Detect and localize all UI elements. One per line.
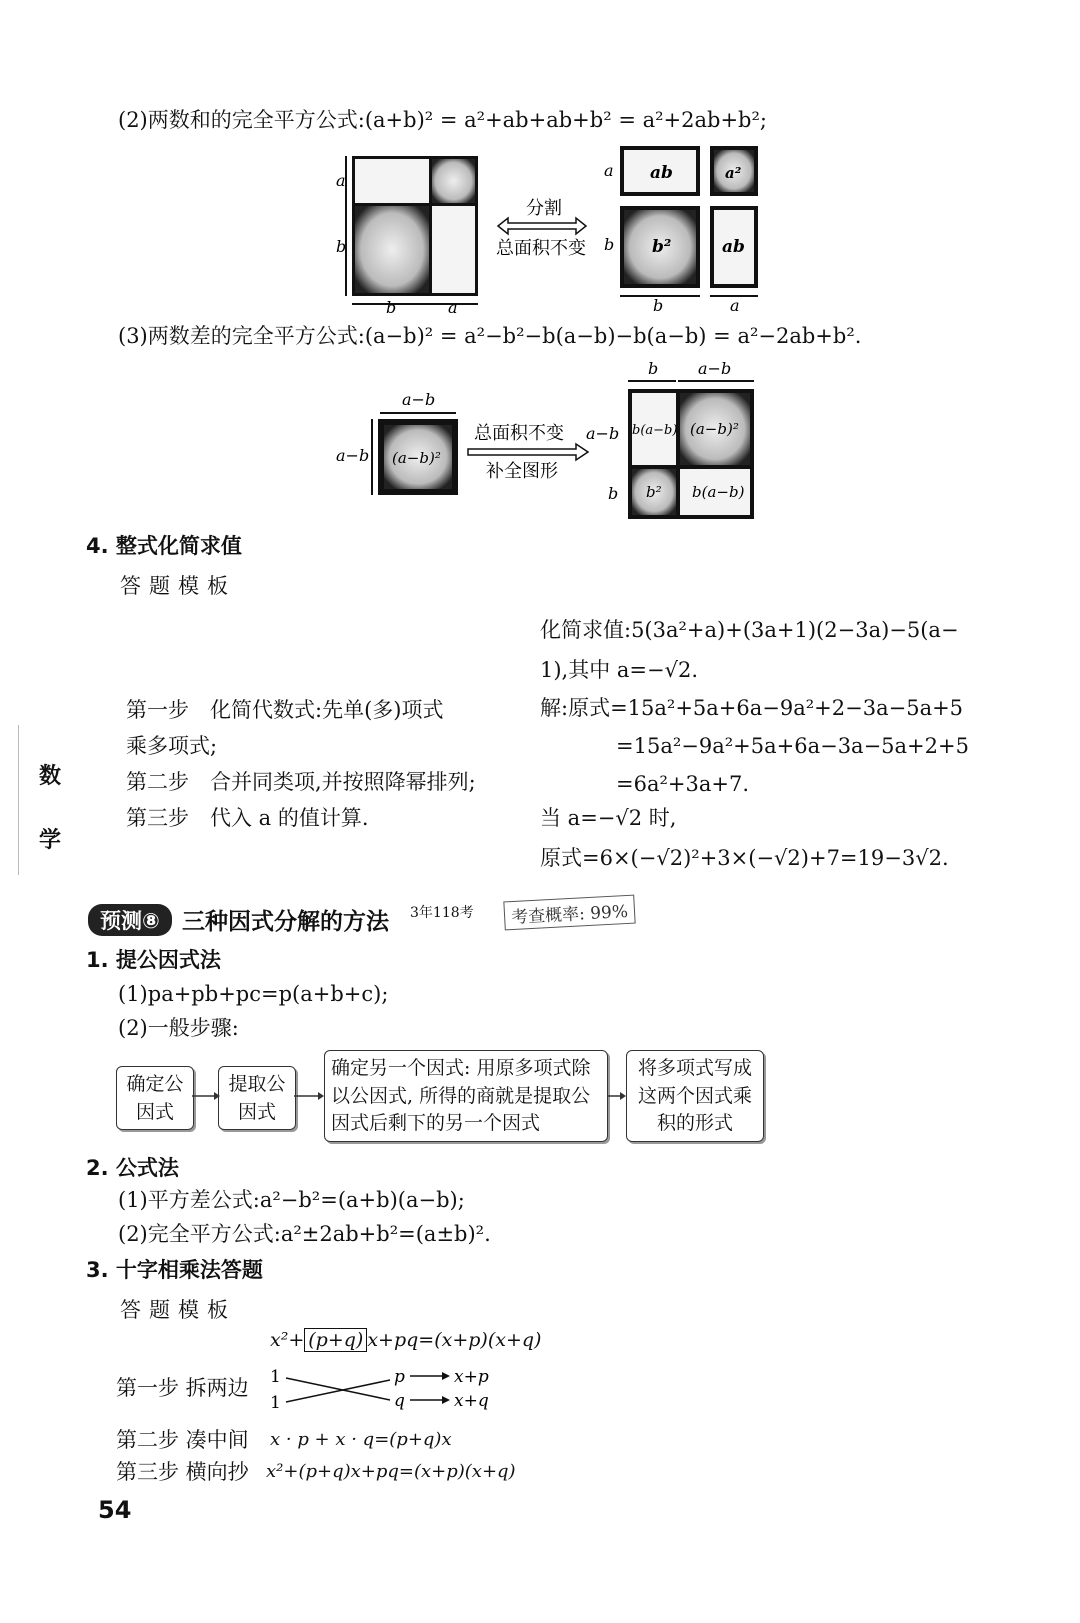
solution-3: =6a²+3a+7. <box>616 772 750 796</box>
probability-badge: 考查概率: 99% <box>503 895 635 931</box>
solution-2: =15a²−9a²+5a+6a−3a−5a+2+5 <box>616 734 969 758</box>
section-4-heading: 4. 整式化简求值 <box>86 534 242 558</box>
step-3: 第三步 代入 a 的值计算. <box>126 806 369 830</box>
cross-top-formula: x²+ (p+q) x+pq=(x+p)(x+q) <box>270 1329 542 1351</box>
svg-text:b: b <box>653 296 664 315</box>
step-1b: 乘多项式; <box>126 734 218 758</box>
svg-text:b: b <box>604 235 615 254</box>
part-3-heading: 3. 十字相乘法答题 <box>86 1258 263 1282</box>
svg-text:a: a <box>730 296 740 315</box>
formula-3: (3)两数差的完全平方公式:(a−b)² = a²−b²−b(a−b)−b(a−b) = a²−2ab+b². <box>118 324 862 348</box>
diagram-square-sum <box>330 140 770 315</box>
cross-diagram <box>266 1364 506 1414</box>
svg-text:p: p <box>394 1367 405 1387</box>
cross-step-2-expr: x · p + x · q=(p+q)x <box>270 1429 452 1450</box>
svg-text:a−b: a−b <box>698 359 732 378</box>
double-arrow <box>498 218 586 234</box>
side-tab-char-2: 学 <box>39 828 62 853</box>
svg-text:b: b <box>608 484 619 503</box>
piece-amb2-left: (a−b)² <box>392 449 441 467</box>
svg-text:q: q <box>394 1391 405 1411</box>
cross-step-1: 第一步 拆两边 <box>116 1376 249 1400</box>
piece-ab-top: ab <box>650 163 673 183</box>
piece-bamb-left: b(a−b) <box>632 423 678 438</box>
part-1-line-2: (2)一般步骤: <box>118 1016 239 1040</box>
svg-text:a−b: a−b <box>586 424 620 443</box>
svg-text:a: a <box>604 161 614 180</box>
part-2-line-2: (2)完全平方公式:a²±2ab+b²=(a±b)². <box>118 1222 491 1246</box>
flow-box-3: 确定另一个因式: 用原多项式除以公因式, 所得的商就是提取公因式后剩下的另一个因式 <box>324 1050 608 1142</box>
solution-1: 解:原式=15a²+5a+6a−9a²+2−3a−5a+5 <box>540 696 964 720</box>
right-arrow <box>468 444 588 460</box>
part-3-template: 答题模板 <box>120 1298 236 1322</box>
diagram-square-diff <box>330 355 770 525</box>
part-2-heading: 2. 公式法 <box>86 1156 179 1180</box>
piece-amb2-right: (a−b)² <box>690 420 739 438</box>
formula-2: (2)两数和的完全平方公式:(a+b)² = a²+ab+ab+b² = a²+2ab+b²; <box>118 108 767 132</box>
example-line-2: 1),其中 a=−√2. <box>540 658 699 682</box>
side-tab <box>18 725 69 875</box>
step-2: 第二步 合并同类项,并按照降幂排列; <box>126 770 476 794</box>
svg-text:b: b <box>648 359 659 378</box>
step-1: 第一步 化简代数式:先单(多)项式 <box>126 698 444 722</box>
cross-step-3-expr: x²+(p+q)x+pq=(x+p)(x+q) <box>266 1461 516 1482</box>
svg-text:x+p: x+p <box>454 1367 489 1387</box>
piece-bamb-bottom: b(a−b) <box>692 483 745 501</box>
svg-text:1: 1 <box>270 1367 281 1387</box>
arrow2-bottom-label: 补全图形 <box>486 461 558 482</box>
piece-a2: a² <box>725 164 742 182</box>
boxed-term: (p+q) <box>304 1328 367 1352</box>
svg-text:1: 1 <box>270 1393 281 1413</box>
flow-box-2: 提取公因式 <box>218 1066 296 1130</box>
arrow2-top-label: 总面积不变 <box>474 423 564 444</box>
part-1-heading: 1. 提公因式法 <box>86 948 221 972</box>
solution-4: 当 a=−√2 时, <box>540 806 677 830</box>
section-4-template: 答题模板 <box>120 574 236 598</box>
prediction-tag: 预测⑧ <box>88 904 172 936</box>
arrow-bottom-label: 总面积不变 <box>496 238 586 259</box>
label-a-bottom: a <box>448 298 458 315</box>
label-a: a <box>336 171 346 190</box>
page-number: 54 <box>98 1496 132 1524</box>
prediction-note: 3年118考 <box>410 905 474 921</box>
flow-arrows <box>190 1090 630 1102</box>
part-1-line-1: (1)pa+pb+pc=p(a+b+c); <box>118 982 389 1006</box>
piece-b2-small: b² <box>646 483 662 501</box>
svg-text:a−b: a−b <box>402 390 436 409</box>
part-2-line-1: (1)平方差公式:a²−b²=(a+b)(a−b); <box>118 1188 465 1212</box>
piece-ab-right: ab <box>722 237 745 257</box>
example-line-1: 化简求值:5(3a²+a)+(3a+1)(2−3a)−5(a− <box>540 618 959 642</box>
flow-box-4: 将多项式写成这两个因式乘积的形式 <box>626 1050 764 1142</box>
svg-text:a−b: a−b <box>336 446 370 465</box>
piece-b2: b² <box>652 237 672 257</box>
cross-step-3: 第三步 横向抄 <box>116 1460 249 1484</box>
solution-5: 原式=6×(−√2)²+3×(−√2)+7=19−3√2. <box>540 846 949 870</box>
arrow-top-label: 分割 <box>526 198 562 219</box>
label-b-bottom: b <box>386 298 397 315</box>
prediction-title: 三种因式分解的方法 <box>182 909 389 935</box>
side-tab-char-1: 数 <box>39 764 62 789</box>
flow-box-1: 确定公因式 <box>116 1066 194 1130</box>
svg-text:x+q: x+q <box>454 1391 489 1411</box>
cross-step-2: 第二步 凑中间 <box>116 1428 249 1452</box>
label-b: b <box>336 237 347 256</box>
